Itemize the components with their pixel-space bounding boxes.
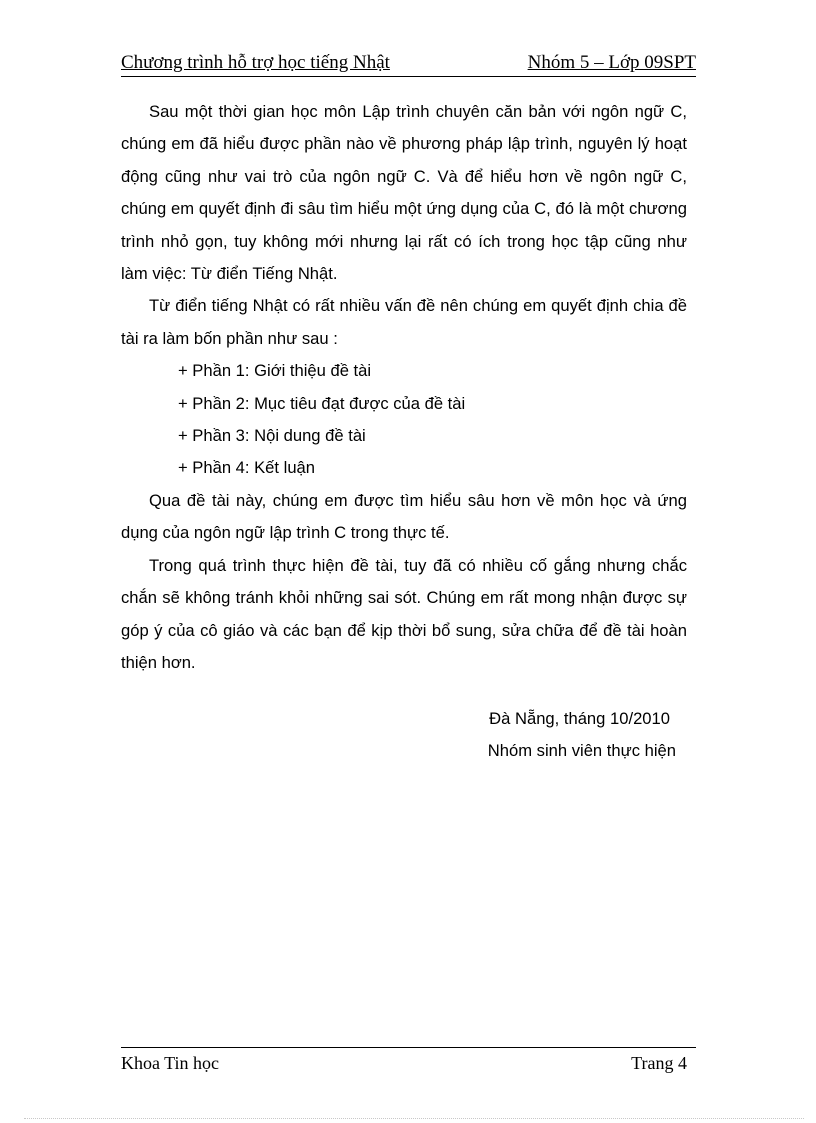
paragraph-intro: Sau một thời gian học môn Lập trình chuyên căn bản với ngôn ngữ C, chúng em đã hiểu được phần nào về phương pháp lập trình, nguyên lý hoạt động cũng như vai trò của ngôn ngữ C. Và để hiểu hơn về ngôn ngữ C, chúng em quyết định đi sâu tìm hiểu một ứng dụng của C, đó là một chương trình nhỏ gọn, tuy không mới nhưng lại rất có ích trong học tập cũng như làm việc: Từ điển Tiếng Nhật. — [121, 102, 687, 284]
signature-date: Đà Nẵng, tháng 10/2010 — [489, 709, 670, 728]
body-text — [121, 96, 687, 679]
page-header — [121, 52, 696, 77]
footer-divider — [121, 1047, 696, 1048]
paragraph-closing: Trong quá trình thực hiện đề tài, tuy đã có nhiều cố gắng nhưng chắc chắn sẽ không tránh khỏi những sai sót. Chúng em rất mong nhận được sự góp ý của cô giáo và các bạn để kịp thời bổ sung, sửa chữa để đề tài hoàn thiện hơn. — [121, 555, 687, 672]
list-item: + Phần 2: Mục tiêu đạt được của đề tài — [178, 393, 466, 413]
page-edge-divider — [24, 1118, 804, 1119]
paragraph-structure: Từ điển tiếng Nhật có rất nhiều vấn đề nên chúng em quyết định chia đề tài ra làm bốn phần như sau : — [121, 296, 687, 348]
signature-group: Nhóm sinh viên thực hiện — [487, 741, 676, 761]
footer-department: Khoa Tin học — [121, 1053, 220, 1073]
header-group-class: Nhóm 5 – Lớp 09SPT — [527, 52, 696, 73]
footer-page-number: Trang 4 — [631, 1053, 687, 1073]
list-item: + Phần 3: Nội dung đề tài — [178, 426, 366, 446]
list-item: + Phần 1: Giới thiệu đề tài — [178, 361, 372, 381]
paragraph-outcome: Qua đề tài này, chúng em được tìm hiểu sâu hơn về môn học và ứng dụng của ngôn ngữ lập trình C trong thực tế. — [121, 490, 687, 543]
header-title: Chương trình hỗ trợ học tiếng Nhật — [121, 52, 390, 73]
signature-block — [400, 703, 676, 768]
list-item: + Phần 4: Kết luận — [178, 458, 316, 478]
